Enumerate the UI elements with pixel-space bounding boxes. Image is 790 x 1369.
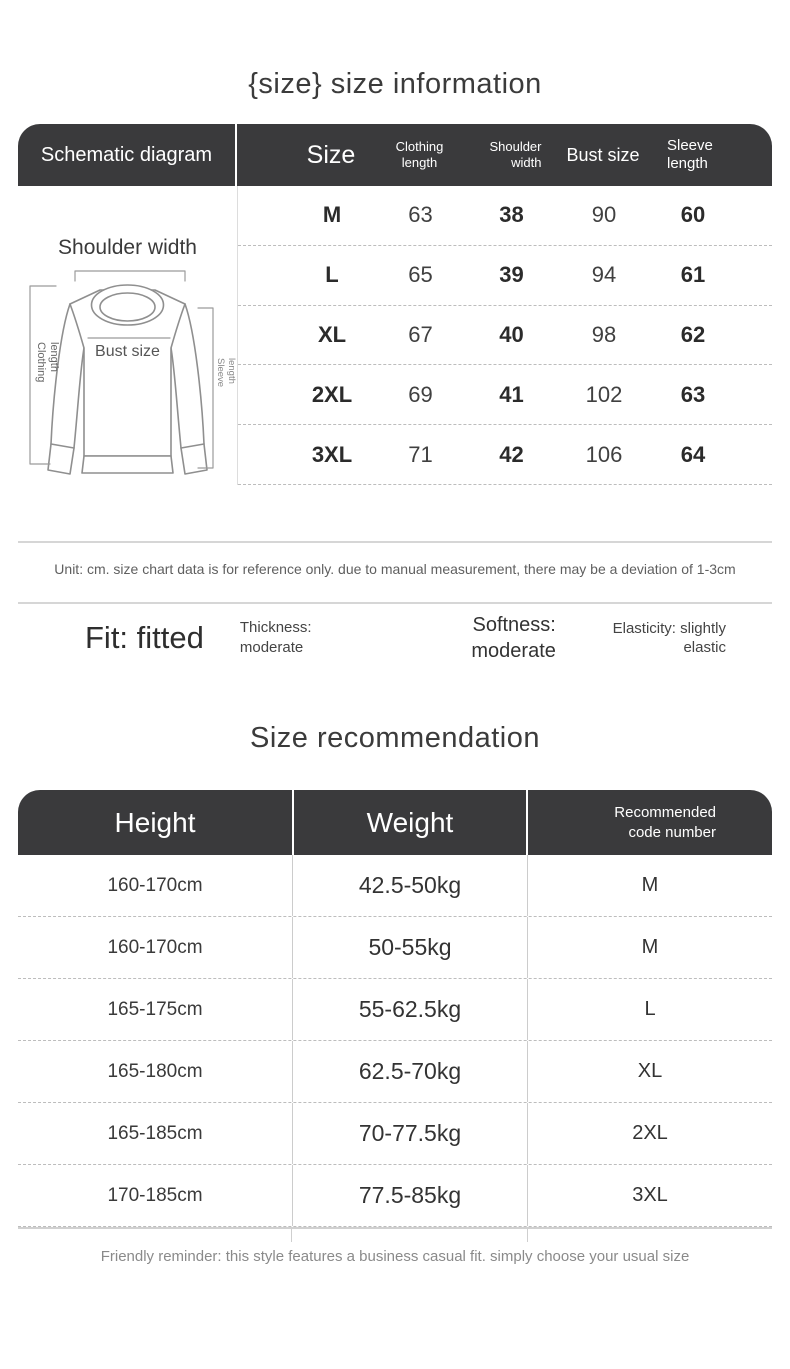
column-header-height: Height xyxy=(114,806,196,838)
clothing-length-label: Clothing length xyxy=(35,342,60,383)
cell-shoulder-width: 38 xyxy=(499,202,524,228)
cell-sleeve-length: 61 xyxy=(680,262,706,288)
cell-code: M xyxy=(641,874,659,896)
cell-size: 2XL xyxy=(311,381,353,407)
column-header-shoulder-width: Shoulder width xyxy=(489,139,542,170)
cell-code: L xyxy=(644,998,656,1020)
size-row-l xyxy=(238,246,772,306)
cell-shoulder-width: 39 xyxy=(499,262,524,288)
recommendation-row xyxy=(18,855,772,917)
cell-shoulder-width: 40 xyxy=(499,321,524,347)
recommendation-table xyxy=(18,790,772,1229)
cell-code: M xyxy=(641,936,659,958)
divider-line xyxy=(18,541,772,543)
hem-band xyxy=(82,456,173,473)
schematic-diagram-header: Schematic diagram xyxy=(18,124,237,186)
thickness-label: Thickness: moderate xyxy=(239,619,312,656)
cell-weight: 70-77.5kg xyxy=(292,1103,528,1164)
cell-code: 3XL xyxy=(632,1184,668,1206)
recommendation-table-rows xyxy=(18,855,772,1229)
column-header-bust-size: Bust size xyxy=(566,144,640,165)
recommendation-title: Size recommendation xyxy=(250,722,540,754)
cell-bust-size: 106 xyxy=(585,441,623,467)
cell-shoulder-width: 42 xyxy=(499,441,524,467)
cell-weight: 55-62.5kg xyxy=(292,979,528,1040)
cell-clothing-length: 65 xyxy=(408,262,433,288)
cell-height: 165-185cm xyxy=(107,1122,203,1144)
cell-height: 160-170cm xyxy=(107,936,203,958)
schematic-diagram xyxy=(18,186,237,485)
cell-weight: 62.5-70kg xyxy=(292,1041,528,1102)
recommendation-row xyxy=(18,1165,772,1227)
column-header-recommended-code: Recommended code number xyxy=(614,803,716,841)
cell-clothing-length: 63 xyxy=(408,202,433,228)
cell-sleeve-length: 63 xyxy=(680,381,706,407)
size-row-3xl xyxy=(238,425,772,485)
size-table-body xyxy=(18,186,772,485)
cell-shoulder-width: 41 xyxy=(499,381,524,407)
page-title: {size} size information xyxy=(248,68,542,100)
size-row-m xyxy=(238,186,772,246)
cell-bust-size: 98 xyxy=(591,321,617,347)
cell-bust-size: 102 xyxy=(585,381,623,407)
cell-code: 2XL xyxy=(632,1122,668,1144)
size-table-column-headers xyxy=(237,124,772,186)
cell-sleeve-length: 64 xyxy=(680,441,706,467)
column-header-clothing-length: Clothing length xyxy=(395,139,444,170)
size-row-xl xyxy=(238,306,772,366)
cell-size: L xyxy=(325,262,339,288)
cell-clothing-length: 67 xyxy=(408,321,433,347)
shoulder-width-label: Shoulder width xyxy=(58,236,197,259)
sweater-diagram-drawing xyxy=(18,186,237,485)
cell-bust-size: 90 xyxy=(591,202,617,228)
cell-size: M xyxy=(322,202,342,228)
unit-note: Unit: cm. size chart data is for reference only. due to manual measurement, there may be a deviation of 1-3cm xyxy=(54,561,736,577)
size-table xyxy=(18,124,772,485)
cell-height: 160-170cm xyxy=(107,874,203,896)
size-table-header xyxy=(18,124,772,186)
fit-info-row xyxy=(18,604,772,672)
recommendation-row xyxy=(18,917,772,979)
cell-sleeve-length: 62 xyxy=(680,321,706,347)
softness-label: Softness: moderate xyxy=(471,614,556,662)
fit-label: Fit: fitted xyxy=(85,620,204,655)
column-header-weight: Weight xyxy=(292,790,528,855)
column-header-sleeve-length: Sleeve length xyxy=(667,137,713,172)
cell-weight: 42.5-50kg xyxy=(292,855,528,916)
size-table-rows xyxy=(237,186,772,485)
recommendation-row xyxy=(18,1103,772,1165)
cell-bust-size: 94 xyxy=(591,262,617,288)
bust-size-label: Bust size xyxy=(95,343,160,360)
cell-weight: 77.5-85kg xyxy=(292,1165,528,1226)
cell-clothing-length: 71 xyxy=(408,441,433,467)
cell-weight: 50-55kg xyxy=(292,917,528,978)
column-header-size: Size xyxy=(306,140,356,169)
cell-size: 3XL xyxy=(311,441,353,467)
friendly-reminder: Friendly reminder: this style features a business casual fit. simply choose your usual size xyxy=(100,1248,690,1265)
shoulder-measure-bracket xyxy=(75,271,185,281)
cell-code: XL xyxy=(637,1060,663,1082)
recommendation-table-header xyxy=(18,790,772,855)
elasticity-label: Elasticity: slightly elastic xyxy=(612,620,726,656)
recommendation-row xyxy=(18,1041,772,1103)
cell-clothing-length: 69 xyxy=(408,381,433,407)
column-line-stub xyxy=(527,1229,528,1242)
column-line-stub xyxy=(291,1229,292,1242)
cell-size: XL xyxy=(317,321,347,347)
cell-sleeve-length: 60 xyxy=(680,202,706,228)
recommendation-row xyxy=(18,979,772,1041)
size-row-2xl xyxy=(238,365,772,425)
cell-height: 165-175cm xyxy=(107,998,203,1020)
sleeve-length-label: Sleeve length xyxy=(215,358,237,388)
collar-outer xyxy=(92,285,164,325)
cell-height: 170-185cm xyxy=(107,1184,203,1206)
cell-height: 165-180cm xyxy=(107,1060,203,1082)
